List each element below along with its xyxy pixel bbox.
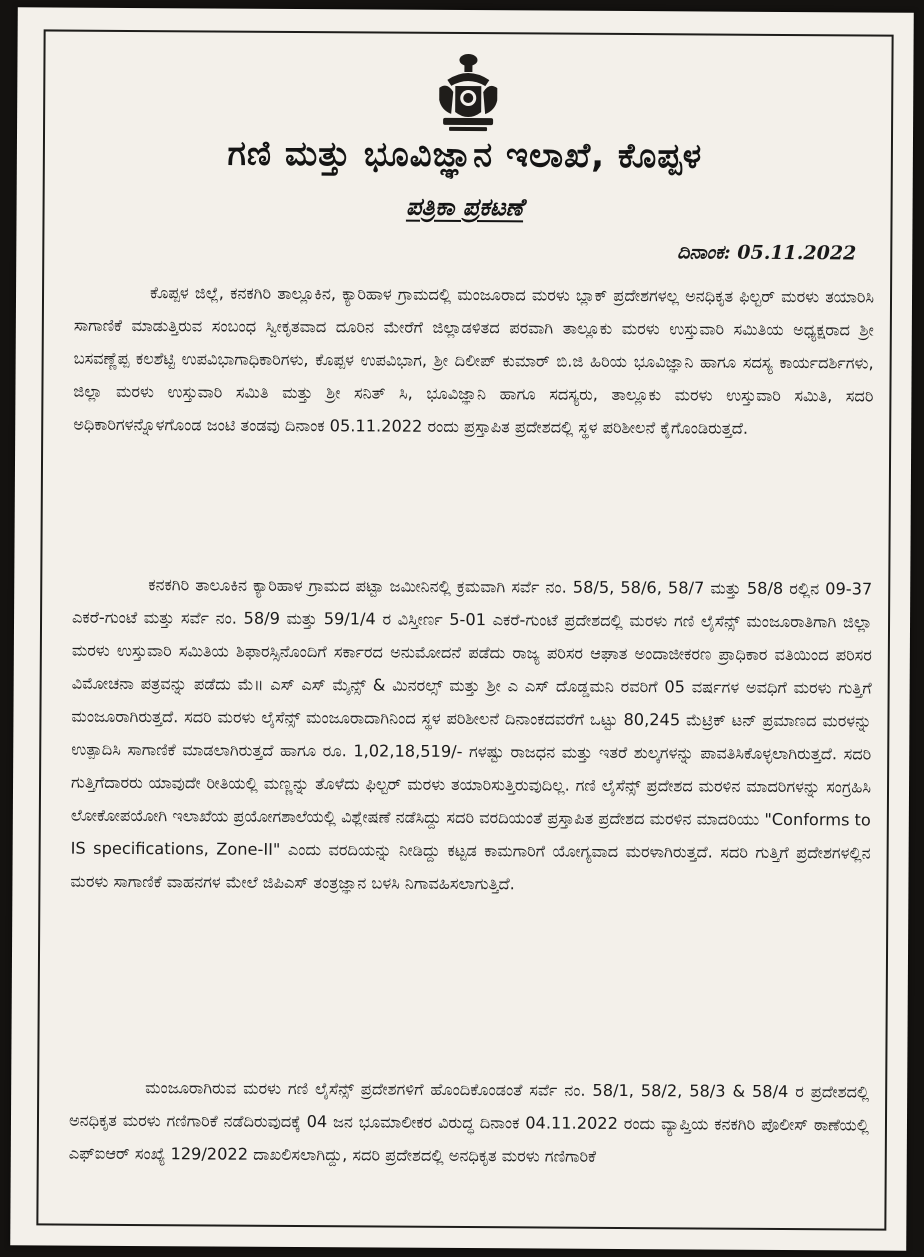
- press-release-label: ಪತ್ರಿಕಾ ಪ್ರಕಟಣೆ: [405, 192, 524, 222]
- paragraph-3: ಮಂಜೂರಾಗಿರುವ ಮರಳು ಗಣಿ ಲೈಸೆನ್ಸ್ ಪ್ರದೇಶಗಳಿಗೆ ಹೊಂದಿಕೊಂಡಂತೆ ಸರ್ವೆ ನಂ. 58/1, 58/2, 58/3 & 58/4 ರ ಪ್ರದೇಶದಲ್ಲಿ ಅನಧಿಕೃತ ಮರಳು ಗಣಿಗಾರಿಕೆ ನಡೆದಿರುವುದಕ್ಕೆ 04 ಜನ ಭೂಮಾಲೀಕರ ವಿರುದ್ಧ ದಿನಾಂಕ 04.11.2022 ರಂದು ವ್ಯಾಪ್ತಿಯ ಕನಕಗಿರಿ ಪೊಲೀಸ್ ಠಾಣೆಯಲ್ಲಿ ಎಫ್ಐಆರ್ ಸಂಖ್ಯೆ 129/2022 ದಾಖಲಿಸಲಾಗಿದ್ದು, ಸದರಿ ಪ್ರದೇಶದಲ್ಲಿ ಅನಧಿಕೃತ ಮರಳು ಗಣಿಗಾರಿಕೆ: [68, 1078, 870, 1166]
- state-emblem-icon: [433, 52, 503, 134]
- paragraph-1: ಕೊಪ್ಪಳ ಜಿಲ್ಲೆ, ಕನಕಗಿರಿ ತಾಲ್ಲೂಕಿನ, ಕ್ಯಾರಿಹಾಳ ಗ್ರಾಮದಲ್ಲಿ ಮಂಜೂರಾದ ಮರಳು ಬ್ಲಾಕ್ ಪ್ರದೇಶಗಳಲ್ಲ ಅನಧಿಕೃತ ಫಿಲ್ಟರ್ ಮರಳು ತಯಾರಿಸಿ ಸಾಗಾಣಿಕೆ ಮಾಡುತ್ತಿರುವ ಸಂಬಂಧ ಸ್ವೀಕೃತವಾದ ದೂರಿನ ಮೇರೆಗೆ ಜಿಲ್ಲಾಡಳಿತದ ಪರವಾಗಿ ತಾಲ್ಲೂಕು ಮರಳು ಉಸ್ತುವಾರಿ ಸಮಿತಿಯ ಅಧ್ಯಕ್ಷರಾದ ಶ್ರೀ ಬಸವಣ್ಣೆಪ್ಪ ಕಲಶೆಟ್ಟಿ ಉಪವಿಭಾಗಾಧಿಕಾರಿಗಳು, ಕೊಪ್ಪಳ ಉಪವಿಭಾಗ, ಶ್ರೀ ದಿಲೀಪ್ ಕುಮಾರ್ ಬಿ.ಜಿ ಹಿರಿಯ ಭೂವಿಜ್ಞಾನಿ ಹಾಗೂ ಸದಸ್ಯ ಕಾರ್ಯದರ್ಶಿಗಳು, ಜಿಲ್ಲಾ ಮರಳು ಉಸ್ತುವಾರಿ ಸಮಿತಿ ಮತ್ತು ಶ್ರೀ ಸನಿತ್ ಸಿ, ಭೂವಿಜ್ಞಾನಿ ಹಾಗೂ ಸದಸ್ಯರು, ತಾಲ್ಲೂಕು ಮರಳು ಉಸ್ತುವಾರಿ ಸಮಿತಿ, ಸದರಿ ಅಧಿಕಾರಿಗಳನ್ನೊಳಗೊಂಡ ಜಂಟಿ ತಂಡವು ದಿನಾಂಕ 05.11.2022 ರಂದು ಪ್ರಸ್ತಾಪಿತ ಪ್ರದೇಶದಲ್ಲಿ ಸ್ಥಳ ಪರಿಶೀಲನೆ ಕೈಗೊಂಡಿರುತ್ತದೆ.: [73, 283, 875, 438]
- release-date: ದಿನಾಂಕ: 05.11.2022: [677, 241, 857, 265]
- paragraph-2: ಕನಕಗಿರಿ ತಾಲೂಕಿನ ಕ್ಯಾರಿಹಾಳ ಗ್ರಾಮದ ಪಟ್ಟಾ ಜಮೀನಿನಲ್ಲಿ ಕ್ರಮವಾಗಿ ಸರ್ವೆ ನಂ. 58/5, 58/6, 58/7 ಮತ್ತು 58/8 ರಲ್ಲಿನ 09-37 ಎಕರೆ-ಗುಂಟೆ ಮತ್ತು ಸರ್ವೆ ನಂ. 58/9 ಮತ್ತು 59/1/4 ರ ವಿಸ್ತೀರ್ಣ 5-01 ಎಕರೆ-ಗುಂಟೆ ಪ್ರದೇಶದಲ್ಲಿ ಮರಳು ಗಣಿ ಲೈಸೆನ್ಸ್ ಮಂಜೂರಾತಿಗಾಗಿ ಜಿಲ್ಲಾ ಮರಳು ಉಸ್ತುವಾರಿ ಸಮಿತಿಯ ಶಿಫಾರಸ್ಸಿನೊಂದಿಗೆ ಸರ್ಕಾರದ ಅನುಮೋದನೆ ಪಡೆದು ರಾಜ್ಯ ಪರಿಸರ ಆಘಾತ ಅಂದಾಜೀಕರಣ ಪ್ರಾಧಿಕಾರ ವತಿಯಿಂದ ಪರಿಸರ ವಿಮೋಚನಾ ಪತ್ರವನ್ನು ಪಡೆದು ಮೆ॥ ಎಸ್ ಎಸ್ ಮೈನ್ಸ್ & ಮಿನರಲ್ಸ್ ಮತ್ತು ಶ್ರೀ ಎ ಎಸ್ ದೊಡ್ಡಮನಿ ರವರಿಗೆ 05 ವರ್ಷಗಳ ಅವಧಿಗೆ ಮರಳು ಗುತ್ತಿಗೆ ಮಂಜೂರಾಗಿರುತ್ತದೆ. ಸದರಿ ಮರಳು ಲೈಸೆನ್ಸ್ ಮಂಜೂರಾದಾಗಿನಿಂದ ಸ್ಥಳ ಪರಿಶೀಲನೆ ದಿನಾಂಕದವರೆಗೆ ಒಟ್ಟು 80,245 ಮೆಟ್ರಿಕ್ ಟನ್ ಪ್ರಮಾಣದ ಮರಳನ್ನು ಉತ್ಪಾದಿಸಿ ಸಾಗಾಣಿಕೆ ಮಾಡಲಾಗಿರುತ್ತದೆ ಹಾಗೂ ರೂ. 1,02,18,519/- ಗಳಷ್ಟು ರಾಜಧನ ಮತ್ತು ಇತರೆ ಶುಲ್ಕಗಳನ್ನು ಪಾವತಿಸಿಕೊಳ್ಳಲಾಗಿರುತ್ತದೆ. ಸದರಿ ಗುತ್ತಿಗೆದಾರರು ಯಾವುದೇ ರೀತಿಯಲ್ಲಿ ಮಣ್ಣನ್ನು ತೊಳೆದು ಫಿಲ್ಟರ್ ಮರಳು ತಯಾರಿಸುತ್ತಿರುವುದಿಲ್ಲ. ಗಣಿ ಲೈಸೆನ್ಸ್ ಪ್ರದೇಶದ ಮರಳಿನ ಮಾದರಿಗಳನ್ನು ಸಂಗ್ರಹಿಸಿ ಲೋಕೋಪಯೋಗಿ ಇಲಾಖೆಯ ಪ್ರಯೋಗಶಾಲೆಯಲ್ಲಿ ವಿಶ್ಲೇಷಣೆ ನಡೆಸಿದ್ದು ಸದರಿ ವರದಿಯಂತೆ ಪ್ರಸ್ತಾಪಿತ ಪ್ರದೇಶದ ಮರಳಿನ ಮಾದರಿಯು "Conforms to IS specifications, Zone-II" ಎಂದು ವರದಿಯನ್ನು ನೀಡಿದ್ದು ಕಟ್ಟಡ ಕಾಮಗಾರಿಗೆ ಯೋಗ್ಯವಾದ ಮರಳಾಗಿರುತ್ತದೆ. ಸದರಿ ಗುತ್ತಿಗೆ ಪ್ರದೇಶಗಳಲ್ಲಿನ ಮರಳು ಸಾಗಾಣಿಕೆ ವಾಹನಗಳ ಮೇಲೆ ಜಿಪಿಎಸ್ ತಂತ್ರಜ್ಞಾನ ಬಳಸಿ ನಿಗಾವಹಿಸಲಾಗುತ್ತಿದೆ.: [70, 575, 873, 894]
- paper-sheet: [10, 7, 914, 1250]
- page-title: ಗಣಿ ಮತ್ತು ಭೂವಿಜ್ಞಾನ ಇಲಾಖೆ, ಕೊಪ್ಪಳ: [227, 133, 703, 177]
- press-release-heading: [17, 190, 913, 223]
